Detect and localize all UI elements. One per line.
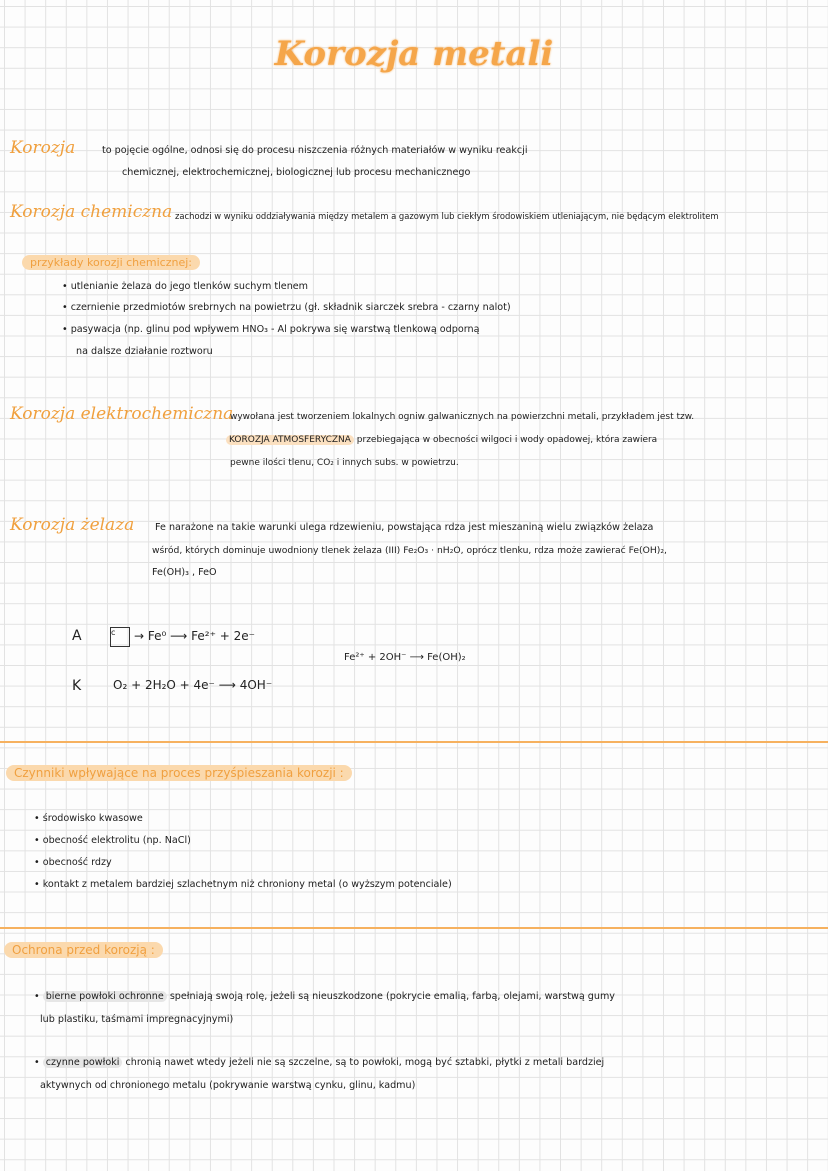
page-title: Korozja metali [274, 34, 554, 74]
side-equation: Fe²⁺ + 2OH⁻ ⟶ Fe(OH)₂ [344, 652, 466, 663]
list-item: • pasywacja (np. glinu pod wpływem HNO₃ - Al pokrywa się warstwą tlenkową odporną [62, 324, 480, 335]
list-item: • utlenianie żelaza do jego tlenków suchym tlenem [62, 281, 309, 292]
text-line: wywołana jest tworzeniem lokalnych ogniw galwanicznych na powierzchni metali, przykładem jest tzw. [230, 412, 695, 422]
list-item: • obecność elektrolitu (np. NaCl) [34, 835, 191, 846]
heading-korozja-zelaza: Korozja żelaza [10, 515, 135, 535]
highlight-atmospheric: KOROZJA ATMOSFERYCZNA [226, 435, 354, 445]
list-item: • obecność rdzy [34, 857, 112, 868]
text-line: pewne ilości tlenu, CO₂ i innych subs. w powietrzu. [230, 458, 459, 468]
cathode-equation: O₂ + 2H₂O + 4e⁻ ⟶ 4OH⁻ [113, 678, 273, 692]
text-line: spełniają swoją rolę, jeżeli są nieuszkodzone (pokrycie emalią, farbą, olejami, warstwą gumy [169, 991, 615, 1002]
heading-korozja: Korozja [10, 138, 76, 158]
protection-heading: Ochrona przed korozją : [4, 942, 163, 958]
examples-label: przykłady korozji chemicznej: [22, 255, 200, 270]
text-line: Fe(OH)₃ , FeO [152, 567, 217, 578]
anode-label: A [72, 628, 82, 644]
list-item: na dalsze działanie roztworu [76, 346, 213, 357]
list-item: • środowisko kwasowe [34, 813, 143, 824]
text-line: lub plastiku, taśmami impregnacyjnymi) [40, 1014, 234, 1025]
text-line: chemicznej, elektrochemicznej, biologicznej lub procesu mechanicznego [122, 167, 471, 178]
passive-coatings-label: bierne powłoki ochronne [43, 991, 167, 1002]
text-line: aktywnych od chronionego metalu (pokrywanie warstwą cynku, glinu, kadmu) [40, 1080, 416, 1091]
list-item: • czernienie przedmiotów srebrnych na powietrzu (gł. składnik siarczek srebra - czarny nalot) [62, 302, 511, 313]
text-line: zachodzi w wyniku oddziaływania między metalem a gazowym lub ciekłym środowiskiem utleniającym, nie będącym elektrolitem [175, 211, 719, 221]
text-line: wśród, których dominuje uwodniony tlenek żelaza (III) Fe₂O₃ · nH₂O, oprócz tlenku, rdza może zawierać Fe(OH)₂, [152, 545, 667, 556]
text-line: przebiegająca w obecności wilgoci i wody opadowej, która zawiera [356, 435, 658, 445]
factors-heading: Czynniki wpływające na proces przyśpieszania korozji : [6, 765, 352, 781]
active-coatings-label: czynne powłoki [43, 1057, 123, 1068]
anode-equation: → Fe⁰ ⟶ Fe²⁺ + 2e⁻ [134, 629, 255, 643]
text-line: Fe narażone na takie warunki ulega rdzewieniu, powstająca rdza jest mieszaniną wielu związków żelaza [155, 522, 654, 533]
divider [0, 741, 828, 743]
divider [0, 927, 828, 929]
text-line: to pojęcie ogólne, odnosi się do procesu niszczenia różnych materiałów w wyniku reakcji [102, 145, 528, 156]
box-icon [110, 627, 130, 647]
cathode-label: K [72, 678, 82, 694]
list-item: • kontakt z metalem bardziej szlachetnym niż chroniony metal (o wyższym potenciale) [34, 879, 452, 890]
heading-korozja-elektrochemiczna: Korozja elektrochemiczna [10, 404, 234, 424]
heading-korozja-chemiczna: Korozja chemiczna [10, 202, 173, 222]
box-label: c [111, 628, 116, 637]
text-line: chronią nawet wtedy jeżeli nie są szczelne, są to powłoki, mogą być sztabki, płytki z metali bardziej [125, 1057, 605, 1068]
